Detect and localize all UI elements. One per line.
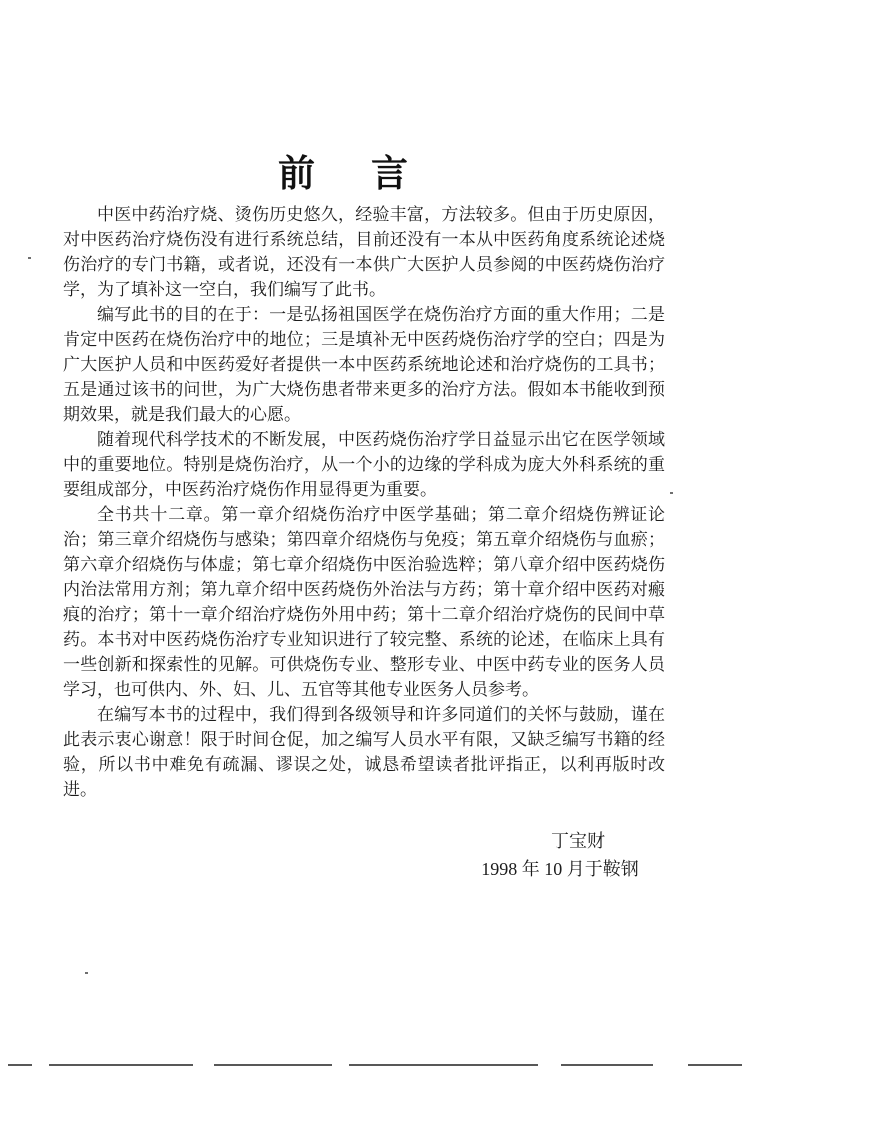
paragraph: 在编写本书的过程中，我们得到各级领导和许多同道们的关怀与鼓励，谨在此表示衷心谢意！限于时间仓促，加之编写人员水平有限，又缺乏编写书籍的经验，所以书中难免有疏漏、谬误之处，诚恳希望读者批评指正，以利再版时改进。 bbox=[63, 705, 665, 799]
signature-date: 1998 年 10 月于鞍钢 bbox=[481, 859, 639, 879]
scan-artifact-dash bbox=[49, 1064, 193, 1066]
signature-author: 丁宝财 bbox=[551, 831, 605, 851]
scan-artifact-speck bbox=[28, 257, 31, 259]
scan-artifact-speck bbox=[670, 492, 673, 494]
scan-artifact-dash bbox=[349, 1064, 538, 1066]
scan-artifact-dash bbox=[214, 1064, 332, 1066]
scan-artifact-dash bbox=[561, 1064, 653, 1066]
scan-artifact-dash bbox=[8, 1064, 32, 1066]
paragraph: 随着现代科学技术的不断发展，中医药烧伤治疗学日益显示出它在医学领域中的重要地位。特别是烧伤治疗，从一个小的边缘的学科成为庞大外科系统的重要组成部分，中医药治疗烧伤作用显得更为重要。 bbox=[63, 430, 665, 499]
page-title bbox=[278, 143, 408, 197]
preface-body bbox=[63, 202, 665, 802]
paragraph: 全书共十二章。第一章介绍烧伤治疗中医学基础；第二章介绍烧伤辨证论治；第三章介绍烧伤与感染；第四章介绍烧伤与免疫；第五章介绍烧伤与血瘀；第六章介绍烧伤与体虚；第七章介绍烧伤中医治验选粹；第八章介绍中医药烧伤内治法常用方剂；第九章介绍中医药烧伤外治法与方药；第十章介绍中医药对瘢痕的治疗；第十一章介绍治疗烧伤外用中药；第十二章介绍治疗烧伤的民间中草药。本书对中医药烧伤治疗专业知识进行了较完整、系统的论述，在临床上具有一些创新和探索性的见解。可供烧伤专业、整形专业、中医中药专业的医务人员学习，也可供内、外、妇、儿、五官等其他专业医务人员参考。 bbox=[63, 505, 665, 699]
title-char-qian: 前 bbox=[278, 154, 315, 195]
title-char-yan: 言 bbox=[371, 154, 408, 195]
paragraph: 编写此书的目的在于：一是弘扬祖国医学在烧伤治疗方面的重大作用；二是肯定中医药在烧伤治疗中的地位；三是填补无中医药烧伤治疗学的空白；四是为广大医护人员和中医药爱好者提供一本中医药系统地论述和治疗烧伤的工具书；五是通过该书的问世，为广大烧伤患者带来更多的治疗方法。假如本书能收到预期效果，就是我们最大的心愿。 bbox=[63, 305, 665, 424]
scan-artifact-speck bbox=[85, 972, 88, 974]
signature-block bbox=[410, 827, 710, 883]
paragraph: 中医中药治疗烧、烫伤历史悠久，经验丰富，方法较多。但由于历史原因，对中医药治疗烧伤没有进行系统总结，目前还没有一本从中医药角度系统论述烧伤治疗的专门书籍，或者说，还没有一本供广大医护人员参阅的中医药烧伤治疗学，为了填补这一空白，我们编写了此书。 bbox=[63, 205, 665, 299]
scan-artifact-dash bbox=[688, 1064, 742, 1066]
